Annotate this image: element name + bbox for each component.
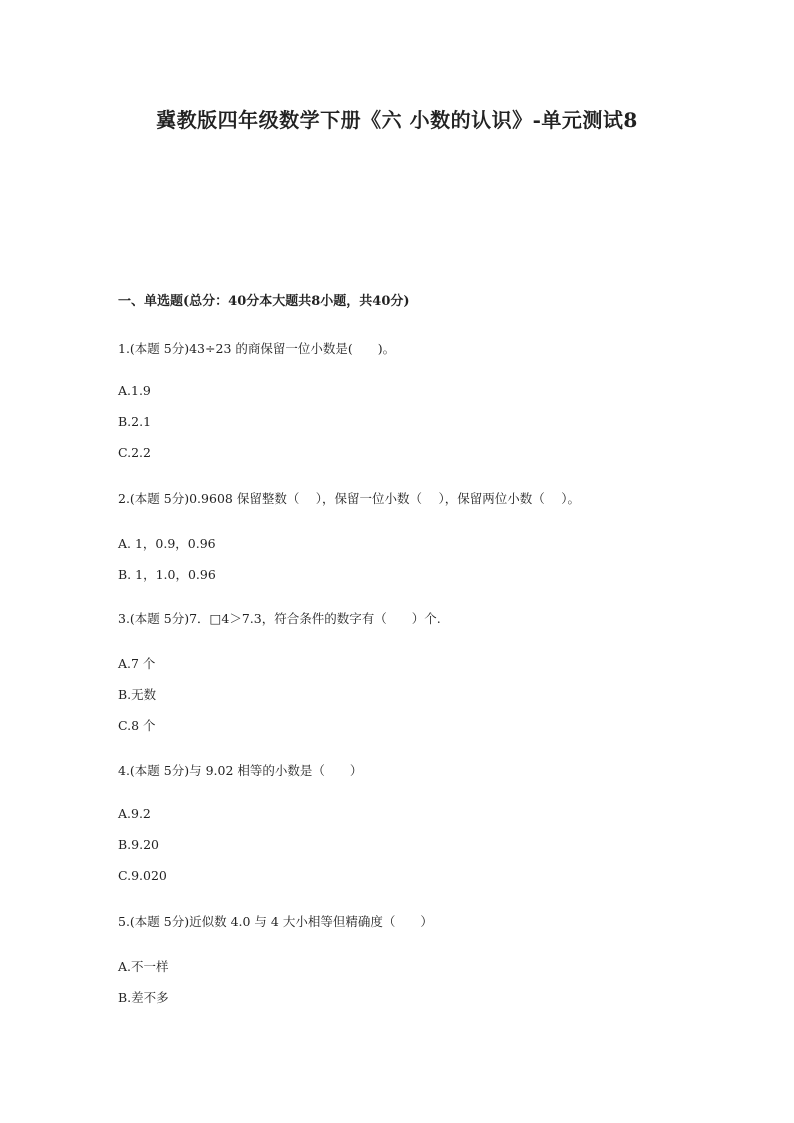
question-3-text: 3.(本题 5分)7．□4＞7.3，符合条件的数字有（ ）个. — [118, 611, 441, 626]
question-3-option-b: B.无数 — [118, 687, 157, 702]
question-2-option-a: A. 1，0.9，0.96 — [118, 536, 216, 551]
question-2-text: 2.(本题 5分)0.9608 保留整数（ ），保留一位小数（ ），保留两位小数（ ）。 — [118, 491, 580, 506]
document-title: 冀教版四年级数学下册《六 小数的认识》-单元测试8 — [156, 108, 638, 132]
question-4-option-b: B.9.20 — [118, 837, 159, 852]
question-4-text: 4.(本题 5分)与 9.02 相等的小数是（ ） — [118, 763, 363, 778]
question-4-option-c: C.9.020 — [118, 868, 167, 883]
section-heading: 一、单选题(总分：40分本大题共8小题，共40分) — [118, 294, 410, 309]
question-5-text: 5.(本题 5分)近似数 4.0 与 4 大小相等但精确度（ ） — [118, 914, 433, 929]
question-3-option-c: C.8 个 — [118, 718, 156, 733]
question-3-option-a: A.7 个 — [118, 656, 156, 671]
question-2-option-b: B. 1，1.0，0.96 — [118, 567, 216, 582]
question-1-text: 1.(本题 5分)43÷23 的商保留一位小数是( )。 — [118, 341, 396, 356]
question-5-option-b: B.差不多 — [118, 990, 169, 1005]
question-1-option-b: B.2.1 — [118, 414, 152, 429]
question-1-option-c: C.2.2 — [118, 445, 151, 460]
question-5-option-a: A.不一样 — [118, 959, 169, 974]
question-4-option-a: A.9.2 — [118, 806, 151, 821]
question-1-option-a: A.1.9 — [118, 383, 151, 398]
